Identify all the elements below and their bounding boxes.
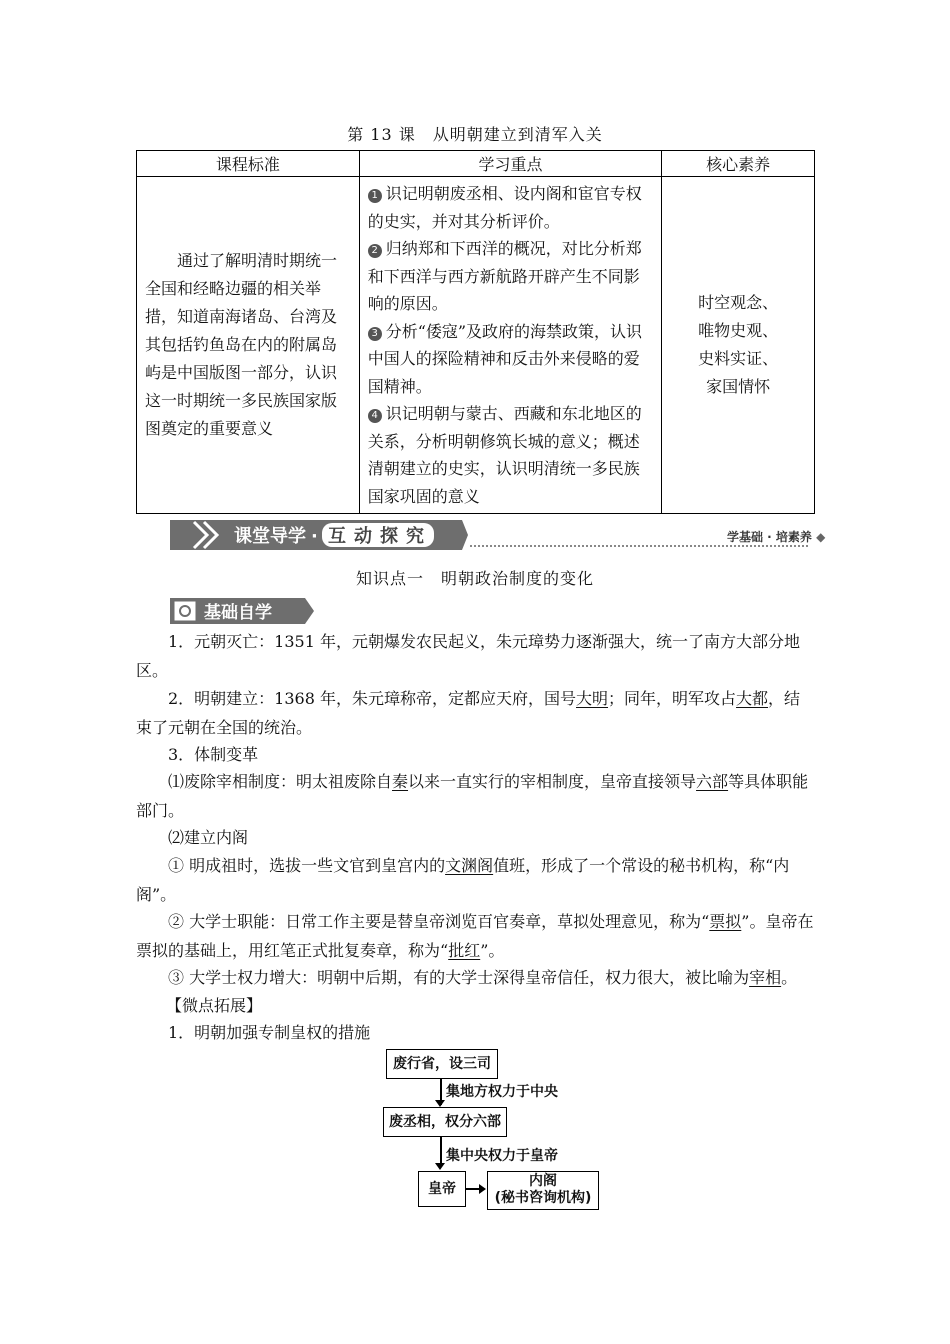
standard-text: 通过了解明清时期统一全国和经略边疆的相关举措，知道南海诸岛、台湾及其包括钓鱼岛在内的附属岛屿是中国版图一部分，认识这一时期统一多民族国家版图奠定的重要意义	[145, 251, 338, 438]
banner-dot: ·	[311, 526, 318, 547]
flow-box-cabinet	[487, 1171, 599, 1210]
focus-item-text: 识记明朝与蒙古、西藏和东北地区的关系，分析明朝修筑长城的意义；概述清朝建立的史实，认识明清统一多民族国家巩固的意义	[367, 404, 642, 506]
core-list	[662, 289, 814, 401]
focus-item	[368, 235, 656, 318]
flow-label-1: 集地方权力于中央	[446, 1084, 558, 1100]
number-3-icon: 3	[368, 327, 382, 341]
paragraph-6: ① 明成祖时，选拔一些文官到皇宫内的文渊阁值班，形成了一个常设的秘书机构，称“内阁”。	[136, 856, 790, 904]
header-focus: 学习重点	[359, 151, 662, 177]
header-core: 核心素养	[662, 151, 815, 177]
diamond-icon: ◆	[816, 530, 826, 544]
answer-underline: 宰相	[749, 968, 782, 987]
answer-underline: 文渊阁	[445, 856, 494, 875]
core-item: 史料实证、	[698, 349, 779, 368]
flow-arrow	[440, 1136, 442, 1166]
paragraph-7: ② 大学士职能：日常工作主要是替皇帝浏览百官奏章，草拟处理意见，称为“票拟”。皇帝在票拟的基础上，用红笔正式批复奏章，称为“批红”。	[136, 912, 814, 960]
number-1-icon: 1	[368, 189, 382, 203]
arrow-right-icon	[479, 1184, 486, 1194]
paragraph-8: ③ 大学士权力增大：明朝中后期，有的大学士深得皇帝信任，权力很大，被比喻为宰相。	[168, 968, 798, 987]
flow-label-2: 集中央权力于皇帝	[446, 1148, 558, 1164]
arrow-down-icon	[435, 1100, 445, 1107]
answer-underline: 大明	[576, 689, 609, 708]
focus-list	[360, 180, 662, 510]
lesson-title: 第 13 课 从明朝建立到清军入关	[347, 125, 603, 144]
header-standard: 课程标准	[137, 151, 360, 177]
banner-divider	[470, 545, 810, 547]
paragraph-2: 2．明朝建立：1368 年，朱元璋称帝，定都应天府，国号大明；同年，明军攻占大都，结束了元朝在全国的统治。	[136, 689, 801, 737]
banner-char: 探	[380, 526, 398, 547]
section-banner	[170, 518, 470, 552]
flow-box-emperor: 皇帝	[418, 1171, 466, 1207]
paragraph-4: ⑴废除宰相制度：明太祖废除自秦以来一直实行的宰相制度，皇帝直接领导六部等具体职能部门。	[136, 772, 809, 820]
focus-item	[368, 318, 656, 401]
paragraph-3: 3．体制变革	[168, 745, 259, 764]
focus-item	[368, 180, 656, 235]
banner-tag	[727, 528, 825, 545]
banner-char: 互	[328, 526, 346, 547]
focus-item	[368, 400, 656, 510]
number-4-icon: 4	[368, 409, 382, 423]
subbanner-text: 基础自学	[204, 603, 272, 623]
paragraph-5: ⑵建立内阁	[168, 828, 249, 847]
answer-underline: 大都	[736, 689, 769, 708]
paragraph-1: 1．元朝灭亡：1351 年，元朝爆发农民起义，朱元璋势力逐渐强大，统一了南方大部分地区。	[136, 632, 800, 680]
section-title: 知识点一 明朝政治制度的变化	[355, 569, 594, 588]
core-item: 时空观念、	[698, 293, 779, 312]
cabinet-title: 内阁	[529, 1173, 557, 1189]
arrow-down-icon	[435, 1163, 445, 1170]
curriculum-table	[136, 150, 815, 514]
paragraph-10: 1．明朝加强专制皇权的措施	[168, 1023, 371, 1042]
banner-left-text: 课堂导学	[234, 526, 306, 547]
answer-underline: 秦	[392, 772, 409, 791]
cell-standard	[137, 177, 360, 514]
banner-char: 究	[406, 526, 424, 547]
focus-item-text: 分析“倭寇”及政府的海禁政策，认识中国人的探险精神和反击外来侵略的爱国精神。	[367, 321, 643, 396]
flow-box-provinces: 废行省，设三司	[386, 1049, 498, 1079]
cell-core	[662, 177, 815, 514]
answer-underline: 票拟	[709, 912, 742, 931]
banner-char: 动	[354, 526, 372, 547]
subsection-banner	[170, 597, 315, 625]
focus-item-text: 归纳郑和下西洋的概况，对比分析郑和下西洋与西方新航路开辟产生不同影响的原因。	[367, 239, 642, 313]
cell-focus	[359, 177, 662, 514]
banner-tag-text: 学基础 · 培素养	[727, 530, 812, 544]
answer-underline: 批红	[448, 941, 481, 960]
cabinet-subtitle: (秘书咨询机构)	[494, 1190, 592, 1206]
answer-underline: 六部	[696, 772, 729, 791]
core-item: 家国情怀	[706, 377, 771, 396]
extension-heading: 【微点拓展】	[166, 996, 263, 1015]
number-2-icon: 2	[368, 244, 382, 258]
focus-item-text: 识记明朝废丞相、设内阁和宦官专权的史实，并对其分析评价。	[367, 184, 642, 231]
core-item: 唯物史观、	[698, 321, 779, 340]
flow-box-ministries: 废丞相，权分六部	[383, 1107, 507, 1137]
